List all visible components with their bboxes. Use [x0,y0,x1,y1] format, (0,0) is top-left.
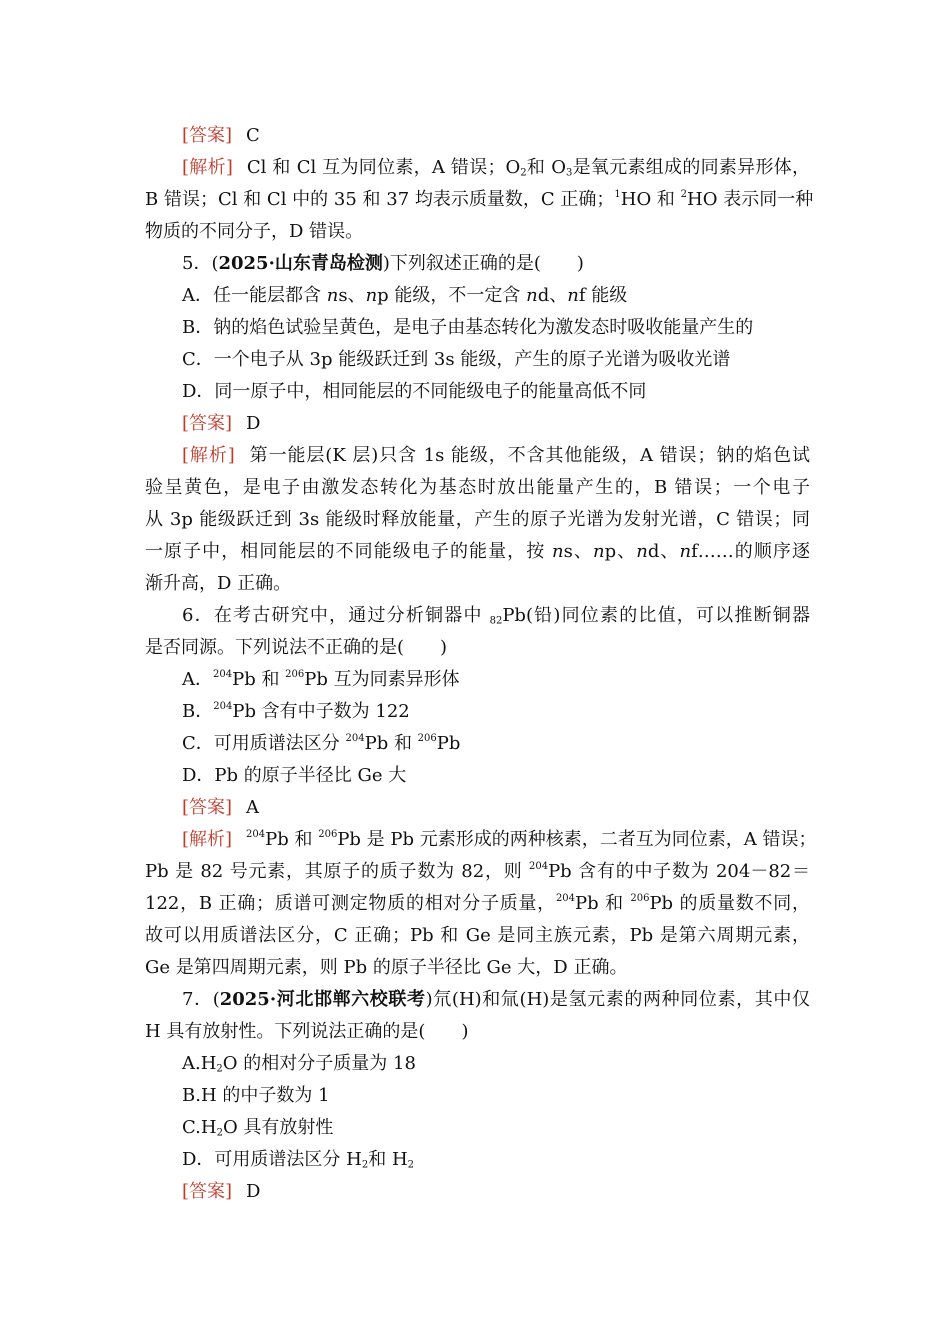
q5-option-c: C．一个电子从 3p 能级跃迁到 3s 能级，产生的原子光谱为吸收光谱 [182,349,731,370]
q6-analysis-line-4: 故可以用质谱法区分，C 正确；Pb 和 Ge 是同主族元素，Pb 是第六周期元素， [145,925,810,946]
q7-answer: [答案] D [182,1181,261,1202]
answer-tag: [答案] [182,125,233,146]
q5-analysis-line-5: 渐升高，D 正确。 [145,573,292,594]
answer-tag: [答案] [182,797,233,818]
analysis-tag: [解析] [182,445,235,466]
q7-option-d: D．可用质谱法区分 $H_2$和 $H_2$ [182,1149,415,1171]
q7-source: 2025·河北邯郸六校联考 [219,989,426,1010]
answer-tag: [答案] [182,1181,233,1202]
q7-stem-line-1: 7．(2025·河北邯郸六校联考)氘(H)和氚(H)是氢元素的两种同位素，其中仅 [182,989,810,1010]
q6-stem-line-1: 6．在考古研究中，通过分析铜器中 $_{82}$Pb(铅)同位素的比值，可以推断铜器 [182,605,810,627]
q6-analysis-line-5: Ge 是第四周期元素，则 Pb 的原子半径比 Ge 大，D 正确。 [145,957,628,978]
q7-option-a: $A.H_2O$ 的相对分子质量为 18 [182,1053,416,1075]
q6-option-b: B．$^{204}$Pb 含有中子数为 122 [182,701,410,722]
q6-analysis-line-3: 122，B 正确；质谱可测定物质的相对分子质量，$^{204}$Pb 和 $^{206}$Pb 的质量数不同， [145,893,811,914]
analysis-tag: [解析] [182,157,233,178]
q5-stem: 5．(2025·山东青岛检测)下列叙述正确的是( ) [182,253,584,274]
q4-analysis-line-2: B 错误；Cl 和 Cl 中的 35 和 37 均表示质量数，C 正确；$^1$HO 和 $^2$HO 表示同一种 [145,189,814,210]
analysis-tag: [解析] [182,829,233,850]
q6-option-a: A．$^{204}$Pb 和 $^{206}$Pb 互为同素异形体 [182,669,460,690]
q4-analysis-line-3: 物质的不同分子，D 错误。 [145,221,364,242]
q7-stem-line-2: H 具有放射性。下列说法正确的是( ) [145,1021,469,1042]
q6-analysis-line-1: [解析] $^{204}$Pb 和 $^{206}$Pb 是 Pb 元素形成的两种核素，二者互为同位素，A 错误； [182,829,817,850]
q5-analysis-line-2: 验呈黄色，是电子由激发态转化为基态时放出能量产生的，B 错误；一个电子 [145,477,810,498]
q5-option-b: B．钠的焰色试验呈黄色，是电子由基态转化为激发态时吸收能量产生的 [182,317,754,338]
q7-option-c: $C.H_2O$ 具有放射性 [182,1117,334,1139]
q4-analysis-line-1: [解析] Cl 和 Cl 互为同位素，A 错误；$O_2$和 $O_3$是氧元素组成的同素异形体， [182,157,811,179]
q5-analysis-line-1: [解析] 第一能层(K 层)只含 1s 能级，不含其他能级，A 错误；钠的焰色试 [182,445,810,466]
q5-option-a: A．任一能层都含 ns、np 能级，不一定含 nd、nf 能级 [182,285,628,306]
q6-option-d: D．Pb 的原子半径比 Ge 大 [182,765,407,786]
q7-option-b: B.H 的中子数为 1 [182,1085,330,1106]
answer-tag: [答案] [182,413,233,434]
q6-stem-line-2: 是否同源。下列说法不正确的是( ) [145,637,448,658]
q6-answer: [答案] A [182,797,260,818]
q6-analysis-line-2: Pb 是 82 号元素，其原子的质子数为 82，则 $^{204}$Pb 含有的中子数为 204－82＝ [145,861,810,882]
q4-answer: [答案] C [182,125,260,146]
q5-analysis-line-3: 从 3p 能级跃迁到 3s 能级时释放能量，产生的原子光谱为发射光谱，C 错误；同 [145,509,810,530]
q5-option-d: D．同一原子中，相同能层的不同能级电子的能量高低不同 [182,381,647,402]
q5-source: 2025·山东青岛检测 [218,253,383,274]
q5-analysis-line-4: 一原子中，相同能层的不同能级电子的能量，按 ns、np、nd、nf……的顺序逐 [145,541,810,562]
q5-answer: [答案] D [182,413,261,434]
q6-option-c: C．可用质谱法区分 $^{204}$Pb 和 $^{206}$Pb [182,733,461,754]
